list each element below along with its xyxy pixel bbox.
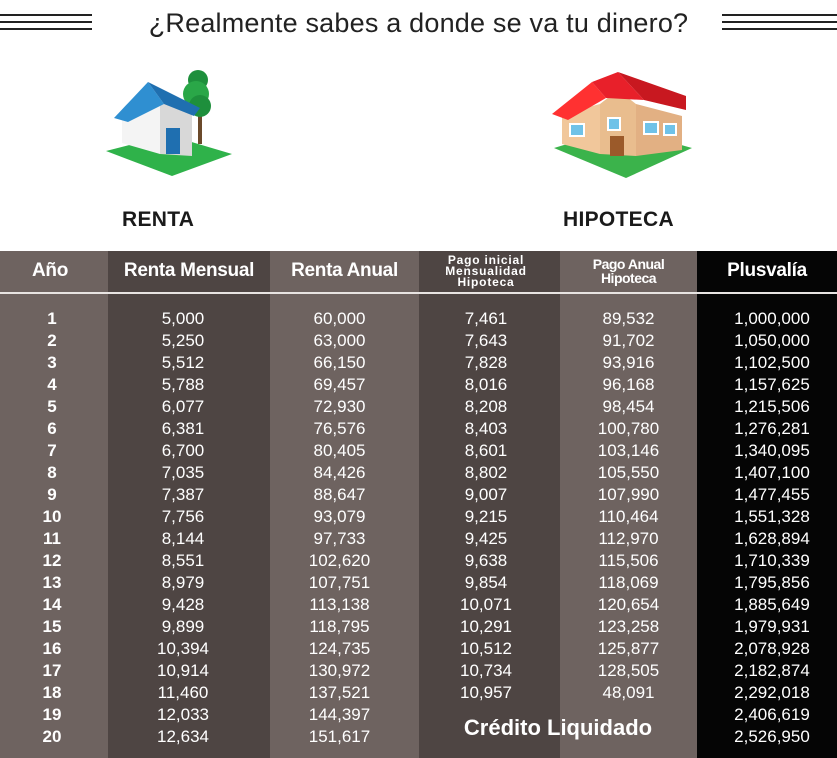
- cell-appreciation: 1,551,328: [734, 507, 810, 526]
- cell-monthly-rent: 6,077: [161, 397, 205, 416]
- hipoteca-label: HIPOTECA: [563, 208, 674, 231]
- comparison-table: [0, 251, 837, 758]
- cell-year: 18: [42, 683, 62, 702]
- cell-annual-rent: 144,397: [308, 705, 371, 724]
- cell-annual-mortgage: 118,069: [598, 573, 659, 592]
- cell-annual-rent: 137,521: [308, 683, 371, 702]
- cell-year: 1: [47, 309, 57, 328]
- cell-appreciation: 1,477,455: [734, 485, 810, 504]
- cell-mortgage-payment: 8,208: [464, 397, 508, 416]
- cell-annual-rent: 72,930: [313, 397, 366, 416]
- cell-mortgage-payment: 9,638: [464, 551, 508, 570]
- cell-year: 8: [47, 463, 57, 482]
- cell-appreciation: 1,795,856: [734, 573, 810, 592]
- header-year: Año: [31, 260, 69, 281]
- header-annual-mortgage-line1: Pago Anual: [592, 256, 665, 272]
- cell-monthly-rent: 5,000: [161, 309, 205, 328]
- cell-monthly-rent: 10,394: [157, 639, 209, 658]
- table-row: [0, 331, 837, 353]
- cell-annual-mortgage: 105,550: [597, 463, 660, 482]
- cell-appreciation: 1,000,000: [734, 309, 810, 328]
- cell-monthly-rent: 7,387: [161, 485, 205, 504]
- cell-appreciation: 2,406,619: [734, 705, 810, 724]
- cell-appreciation: 1,979,931: [734, 617, 810, 636]
- header-annual-mortgage: [560, 251, 697, 291]
- cell-annual-rent: 76,576: [313, 419, 366, 438]
- header-mortgage-payment-line3: Hipoteca: [457, 274, 515, 289]
- cell-monthly-rent: 5,250: [161, 331, 205, 350]
- cell-annual-mortgage: 91,702: [602, 331, 655, 350]
- table-row: [0, 639, 837, 661]
- cell-monthly-rent: 6,381: [161, 419, 205, 438]
- cell-appreciation: 1,340,095: [734, 441, 810, 460]
- cell-year: 6: [47, 419, 57, 438]
- cell-annual-rent: 151,617: [308, 727, 371, 746]
- cell-monthly-rent: 7,756: [161, 507, 205, 526]
- cell-year: 11: [43, 529, 61, 548]
- cell-monthly-rent: 7,035: [161, 463, 205, 482]
- cell-annual-mortgage: 93,916: [602, 353, 655, 372]
- cell-appreciation: 1,628,894: [734, 529, 810, 548]
- header-annual-mortgage-line2: Hipoteca: [600, 270, 657, 286]
- cell-annual-rent: 107,751: [308, 573, 371, 592]
- header-annual-rent: Renta Anual: [291, 260, 398, 281]
- header-mortgage-payment-line2: Mensualidad: [445, 263, 527, 278]
- cell-monthly-rent: 6,700: [161, 441, 205, 460]
- cell-year: 2: [47, 331, 57, 350]
- cell-annual-mortgage: 103,146: [597, 441, 660, 460]
- cell-annual-rent: 118,795: [309, 617, 370, 636]
- cell-annual-rent: 60,000: [313, 309, 366, 328]
- cell-mortgage-payment: 9,425: [464, 529, 508, 548]
- cell-monthly-rent: 12,634: [157, 727, 209, 746]
- table-row: [0, 595, 837, 617]
- header-rule-right: [722, 14, 837, 36]
- cell-mortgage-payment: 7,643: [464, 331, 508, 350]
- cell-year: 5: [47, 397, 57, 416]
- cell-annual-rent: 130,972: [308, 661, 371, 680]
- cell-annual-rent: 97,733: [313, 529, 366, 548]
- cell-annual-rent: 102,620: [308, 551, 371, 570]
- cell-annual-mortgage: 110,464: [598, 507, 659, 526]
- header-mortgage-payment: [419, 251, 553, 291]
- table-row: [0, 485, 837, 507]
- cell-annual-rent: 88,647: [313, 485, 366, 504]
- cell-annual-mortgage: 112,970: [598, 529, 659, 548]
- cell-appreciation: 1,050,000: [734, 331, 810, 350]
- table-row: [0, 397, 837, 419]
- header-divider: [0, 292, 837, 294]
- cell-year: 3: [47, 353, 57, 372]
- cell-appreciation: 2,526,950: [734, 727, 810, 746]
- cell-year: 7: [47, 441, 57, 460]
- table-row: [0, 441, 837, 463]
- cell-annual-rent: 124,735: [308, 639, 371, 658]
- cell-annual-rent: 63,000: [313, 331, 366, 350]
- page-title: ¿Realmente sabes a donde se va tu dinero?: [148, 8, 689, 38]
- cell-annual-mortgage: 115,506: [598, 551, 659, 570]
- cell-appreciation: 1,710,339: [734, 551, 810, 570]
- cell-year: 14: [42, 595, 62, 614]
- cell-monthly-rent: 8,144: [161, 529, 205, 548]
- cell-year: 16: [42, 639, 62, 658]
- cell-year: 10: [42, 507, 62, 526]
- cell-monthly-rent: 5,512: [161, 353, 205, 372]
- table-row: [0, 683, 837, 705]
- cell-appreciation: 1,102,500: [734, 353, 810, 372]
- cell-annual-rent: 113,138: [309, 595, 370, 614]
- cell-mortgage-payment: 9,215: [464, 507, 508, 526]
- cell-mortgage-payment: 7,461: [464, 309, 508, 328]
- cell-monthly-rent: 9,428: [161, 595, 205, 614]
- cell-appreciation: 1,157,625: [734, 375, 810, 394]
- cell-monthly-rent: 12,033: [157, 705, 209, 724]
- cell-mortgage-payment: 10,071: [460, 595, 512, 614]
- table-row: [0, 551, 837, 573]
- cell-mortgage-payment: 8,403: [464, 419, 508, 438]
- cell-annual-mortgage: 89,532: [602, 309, 655, 328]
- cell-year: 20: [42, 727, 62, 746]
- renta-label: RENTA: [122, 208, 195, 231]
- cell-annual-mortgage: 96,168: [602, 375, 655, 394]
- table-row: [0, 573, 837, 595]
- cell-annual-rent: 93,079: [313, 507, 366, 526]
- cell-appreciation: 1,276,281: [734, 419, 810, 438]
- cell-year: 9: [47, 485, 57, 504]
- page-header: [0, 0, 837, 52]
- cell-appreciation: 2,292,018: [734, 683, 810, 702]
- cell-mortgage-payment: 10,957: [460, 683, 512, 702]
- cell-mortgage-payment: 10,291: [460, 617, 512, 636]
- table-row: [0, 353, 837, 375]
- cell-year: 15: [42, 617, 62, 636]
- table-row: [0, 617, 837, 639]
- table-row: [0, 661, 837, 683]
- cell-annual-rent: 66,150: [313, 353, 366, 372]
- header-appreciation: Plusvalía: [727, 260, 807, 281]
- cell-monthly-rent: 10,914: [157, 661, 209, 680]
- credit-paid-note: Crédito Liquidado: [463, 715, 653, 740]
- cell-appreciation: 1,215,506: [734, 397, 810, 416]
- cell-mortgage-payment: 8,016: [464, 375, 508, 394]
- cell-year: 12: [42, 551, 62, 570]
- cell-monthly-rent: 8,551: [161, 551, 205, 570]
- table-row: [0, 507, 837, 529]
- cell-mortgage-payment: 7,828: [464, 353, 508, 372]
- cell-mortgage-payment: 10,512: [460, 639, 512, 658]
- cell-annual-mortgage: 120,654: [597, 595, 660, 614]
- table-row: [0, 419, 837, 441]
- cell-appreciation: 2,182,874: [734, 661, 810, 680]
- cell-appreciation: 1,885,649: [734, 595, 810, 614]
- cell-annual-rent: 84,426: [313, 463, 366, 482]
- cell-mortgage-payment: 9,854: [464, 573, 508, 592]
- cell-annual-rent: 69,457: [313, 375, 366, 394]
- cell-mortgage-payment: 8,601: [464, 441, 508, 460]
- cell-mortgage-payment: 8,802: [464, 463, 508, 482]
- cell-year: 4: [47, 375, 57, 394]
- table-header: [0, 251, 837, 291]
- table-row: [0, 375, 837, 397]
- cell-mortgage-payment: 9,007: [464, 485, 508, 504]
- cell-annual-mortgage: 128,505: [597, 661, 660, 680]
- table-row: [0, 529, 837, 551]
- table-row: [0, 463, 837, 485]
- cell-annual-mortgage: 107,990: [597, 485, 660, 504]
- cell-appreciation: 2,078,928: [734, 639, 810, 658]
- cell-year: 13: [42, 573, 62, 592]
- cell-annual-mortgage: 125,877: [597, 639, 660, 658]
- header-mortgage-payment-line1: Pago inicial: [447, 252, 525, 267]
- cell-annual-mortgage: 123,258: [597, 617, 660, 636]
- cell-monthly-rent: 9,899: [161, 617, 205, 636]
- cell-year: 19: [42, 705, 62, 724]
- cell-annual-mortgage: 100,780: [597, 419, 660, 438]
- cell-monthly-rent: 5,788: [161, 375, 205, 394]
- header-monthly-rent: Renta Mensual: [123, 260, 255, 281]
- cell-annual-mortgage: 48,091: [602, 683, 655, 702]
- cell-mortgage-payment: 10,734: [460, 661, 512, 680]
- red-house-icon: [548, 70, 698, 186]
- blue-house-icon: [100, 64, 240, 186]
- cell-annual-mortgage: 98,454: [602, 397, 655, 416]
- cell-monthly-rent: 11,460: [157, 683, 209, 702]
- cell-appreciation: 1,407,100: [734, 463, 810, 482]
- cell-annual-rent: 80,405: [313, 441, 366, 460]
- cell-year: 17: [42, 661, 62, 680]
- table-row: [0, 309, 837, 331]
- cell-monthly-rent: 8,979: [161, 573, 205, 592]
